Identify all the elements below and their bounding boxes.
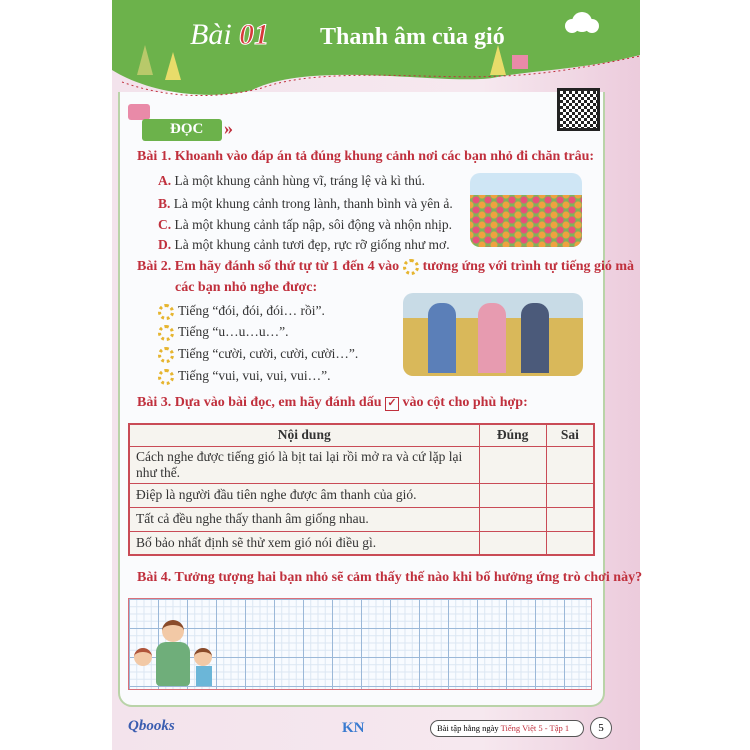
- option-text: Là một khung cảnh hùng vĩ, tráng lệ và kì thú.: [174, 173, 425, 188]
- row-content: Điệp là người đầu tiên nghe được âm thanh của gió.: [129, 483, 479, 507]
- table-row: [129, 507, 594, 531]
- flower-input-icon[interactable]: [158, 304, 174, 320]
- flower-field-image: [470, 173, 582, 247]
- lesson-number: 01: [239, 18, 270, 51]
- bai2-item[interactable]: [158, 324, 289, 341]
- option-text: Là một khung cảnh trong lành, thanh bình và yên ả.: [173, 196, 453, 211]
- item-text: Tiếng “đói, đói, đói… rồi”.: [178, 303, 325, 318]
- bai2-question-c: các bạn nhỏ nghe được:: [175, 280, 318, 295]
- children-sunflower-image: [403, 293, 583, 376]
- bai3-question-b: vào cột cho phù hợp:: [402, 395, 528, 410]
- lesson-prefix: Bài: [190, 18, 232, 51]
- false-cell[interactable]: [546, 446, 594, 483]
- bai1-option-d[interactable]: [158, 237, 450, 253]
- lesson-title: Thanh âm của gió: [320, 24, 505, 50]
- bai1-option-c[interactable]: [158, 217, 452, 233]
- option-text: Là một khung cảnh tấp nập, sôi động và nhộn nhịp.: [174, 217, 452, 232]
- option-letter: D.: [158, 237, 172, 252]
- page-number: 5: [590, 717, 612, 739]
- table-row: [129, 446, 594, 483]
- book-prefix: Bài tập hằng ngày: [437, 723, 499, 733]
- flower-input-icon[interactable]: [158, 325, 174, 341]
- tree-icon: [128, 104, 150, 120]
- qr-code: [557, 88, 600, 131]
- bai2-item[interactable]: [158, 368, 331, 385]
- section-label: ĐỌC: [142, 119, 222, 141]
- bai1-option-a[interactable]: [158, 173, 425, 189]
- bai3-table: [128, 423, 595, 556]
- true-cell[interactable]: [479, 446, 546, 483]
- bai2-question: [137, 259, 634, 275]
- item-text: Tiếng “cười, cười, cười, cười…”.: [178, 346, 359, 361]
- false-cell[interactable]: [546, 531, 594, 555]
- row-content: Tất cả đều nghe thấy thanh âm giống nhau.: [129, 507, 479, 531]
- bai2-item[interactable]: [158, 346, 358, 363]
- header-false: Sai: [546, 424, 594, 446]
- flower-icon: [403, 259, 419, 275]
- row-content: Cách nghe được tiếng gió là bịt tai lại rồi mở ra và cứ lặp lại như thế.: [129, 446, 479, 483]
- row-content: Bố bảo nhất định sẽ thử xem gió nói điều gì.: [129, 531, 479, 555]
- family-illustration: [132, 620, 218, 688]
- lesson-label: [190, 18, 269, 52]
- checkbox-icon: ✓: [385, 397, 399, 411]
- center-logo: KN: [342, 720, 365, 736]
- table-row: [129, 531, 594, 555]
- false-cell[interactable]: [546, 483, 594, 507]
- flower-input-icon[interactable]: [158, 347, 174, 363]
- item-text: Tiếng “u…u…u…”.: [178, 324, 289, 339]
- table-row: [129, 483, 594, 507]
- item-text: Tiếng “vui, vui, vui, vui…”.: [178, 368, 331, 383]
- book-subject: Tiếng Việt 5 - Tập 1: [500, 723, 570, 733]
- publisher-logo: Qbooks: [128, 718, 175, 734]
- header-content: Nội dung: [129, 424, 479, 446]
- header-true: Đúng: [479, 424, 546, 446]
- table-header-row: [129, 424, 594, 446]
- option-text: Là một khung cảnh tươi đẹp, rực rỡ giống như mơ.: [174, 237, 450, 252]
- chevron-right-icon: »: [224, 118, 233, 138]
- bai2-item[interactable]: [158, 303, 325, 320]
- bai2-question-b: tương ứng với trình tự tiếng gió mà: [422, 259, 635, 275]
- flower-input-icon[interactable]: [158, 369, 174, 385]
- true-cell[interactable]: [479, 483, 546, 507]
- bai3-question-a: Bài 3. Dựa vào bài đọc, em hãy đánh dấu: [137, 395, 382, 410]
- book-title-badge: [430, 720, 584, 737]
- true-cell[interactable]: [479, 531, 546, 555]
- bai3-question: [137, 395, 528, 411]
- option-letter: C.: [158, 217, 172, 232]
- bai1-question: Bài 1. Khoanh vào đáp án tả đúng khung cảnh nơi các bạn nhỏ đi chăn trâu:: [137, 149, 595, 164]
- true-cell[interactable]: [479, 507, 546, 531]
- bai2-question-a: Bài 2. Em hãy đánh số thứ tự từ 1 đến 4 vào: [137, 259, 400, 275]
- bai1-option-b[interactable]: [158, 196, 453, 212]
- bai4-question: Bài 4. Tưởng tượng hai bạn nhỏ sẽ cảm thấy thế nào khi bố hưởng ứng trò chơi này?: [137, 570, 643, 585]
- option-letter: B.: [158, 196, 171, 211]
- false-cell[interactable]: [546, 507, 594, 531]
- option-letter: A.: [158, 173, 172, 188]
